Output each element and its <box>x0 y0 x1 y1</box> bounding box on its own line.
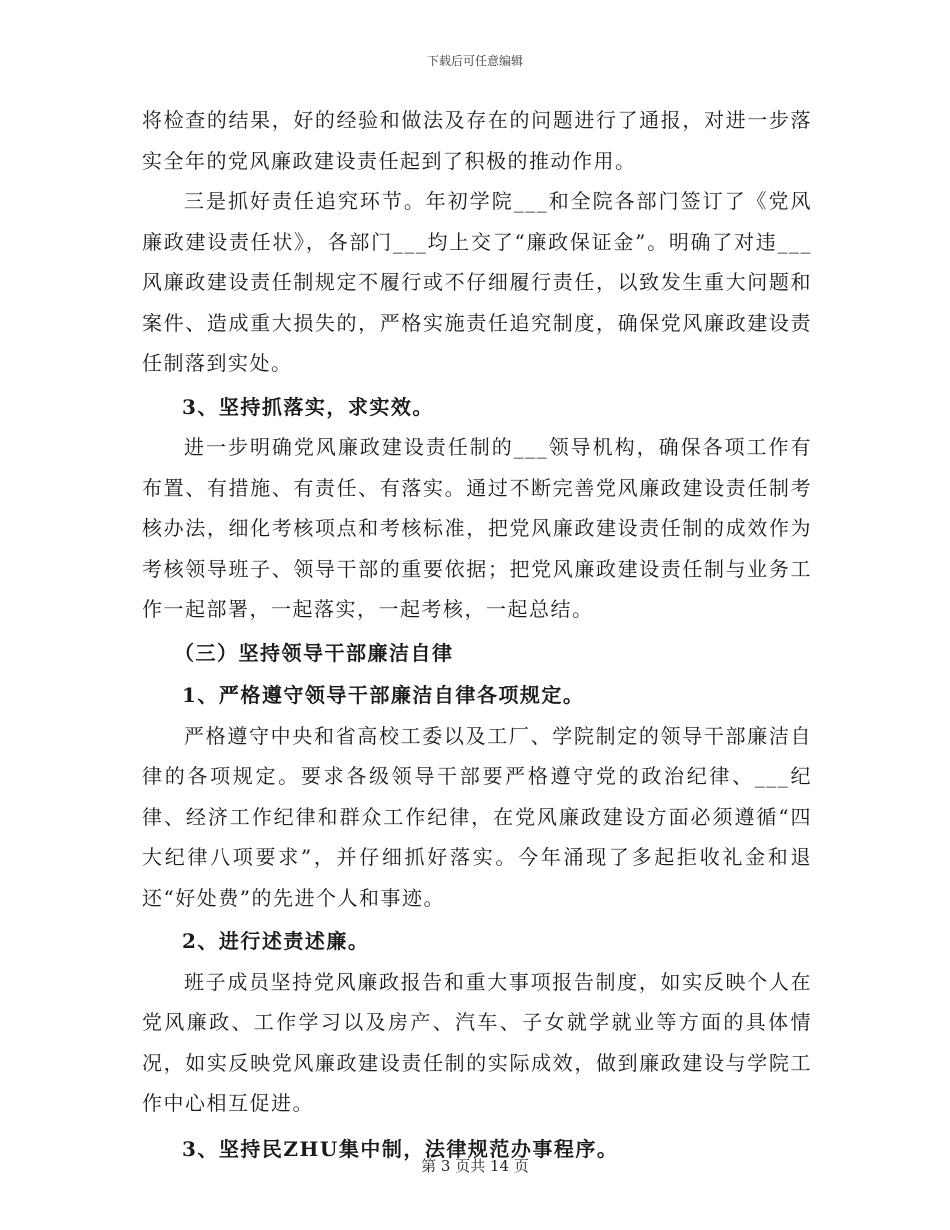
paragraph-regulations: 严格遵守中央和省高校工委以及工厂、学院制定的领导干部廉洁自律的各项规定。要求各级领导干部要严格遵守党的政治纪律、___纪律、经济工作纪律和群众工作纪律，在党风廉政建设方面必须遵循“四大纪律八项要求”，并仔细抓好落实。今年涌现了多起拒收礼金和退还“好处费”的先进个人和事迹。 <box>142 723 812 910</box>
section-heading-self-discipline: （三）坚持领导干部廉洁自律 <box>174 640 454 665</box>
document-body <box>142 100 812 1169</box>
section-heading-regulations: 1、严格遵守领导干部廉洁自律各项规定。 <box>182 683 585 707</box>
paragraph-accountability: 三是抓好责任追究环节。年初学院___和全院各部门签订了《党风廉政建设责任状》，各部门___均上交了“廉政保证金”。明确了对违___风廉政建设责任制规定不履行或不仔细履行责任，以致发生重大问题和案件、造成重大损失的，严格实施责任追究制度，确保党风廉政建设责任制落到实处。 <box>142 189 812 375</box>
paragraph-reporting: 班子成员坚持党风廉政报告和重大事项报告制度，如实反映个人在党风廉政、工作学习以及房产、汽车、子女就学就业等方面的具体情况，如实反映党风廉政建设责任制的实际成效，做到廉政建设与学院工作中心相互促进。 <box>142 969 812 1115</box>
page-header-note: 下载后可任意编辑 <box>426 54 523 68</box>
page-number: 第 3 页共 14 页 <box>421 1157 529 1175</box>
section-heading-democratic-centralism: 3、坚持民ZHU集中制，法律规范办事程序。 <box>182 1136 619 1161</box>
section-heading-reporting: 2、进行述责述廉。 <box>182 929 370 953</box>
paragraph-continuation: 将检查的结果，好的经验和做法及存在的问题进行了通报，对进一步落实全年的党风廉政建设责任起到了积极的推动作用。 <box>142 108 812 173</box>
paragraph-implementation: 进一步明确党风廉政建设责任制的___领导机构，确保各项工作有布置、有措施、有责任、有落实。通过不断完善党风廉政建设责任制考核办法，细化考核项点和考核标准，把党风廉政建设责任制的成效作为考核领导班子、领导干部的重要依据；把党风廉政建设责任制与业务工作一起部署，一起落实，一起考核，一起总结。 <box>142 435 812 621</box>
section-heading-implementation: 3、坚持抓落实，求实效。 <box>182 394 434 419</box>
